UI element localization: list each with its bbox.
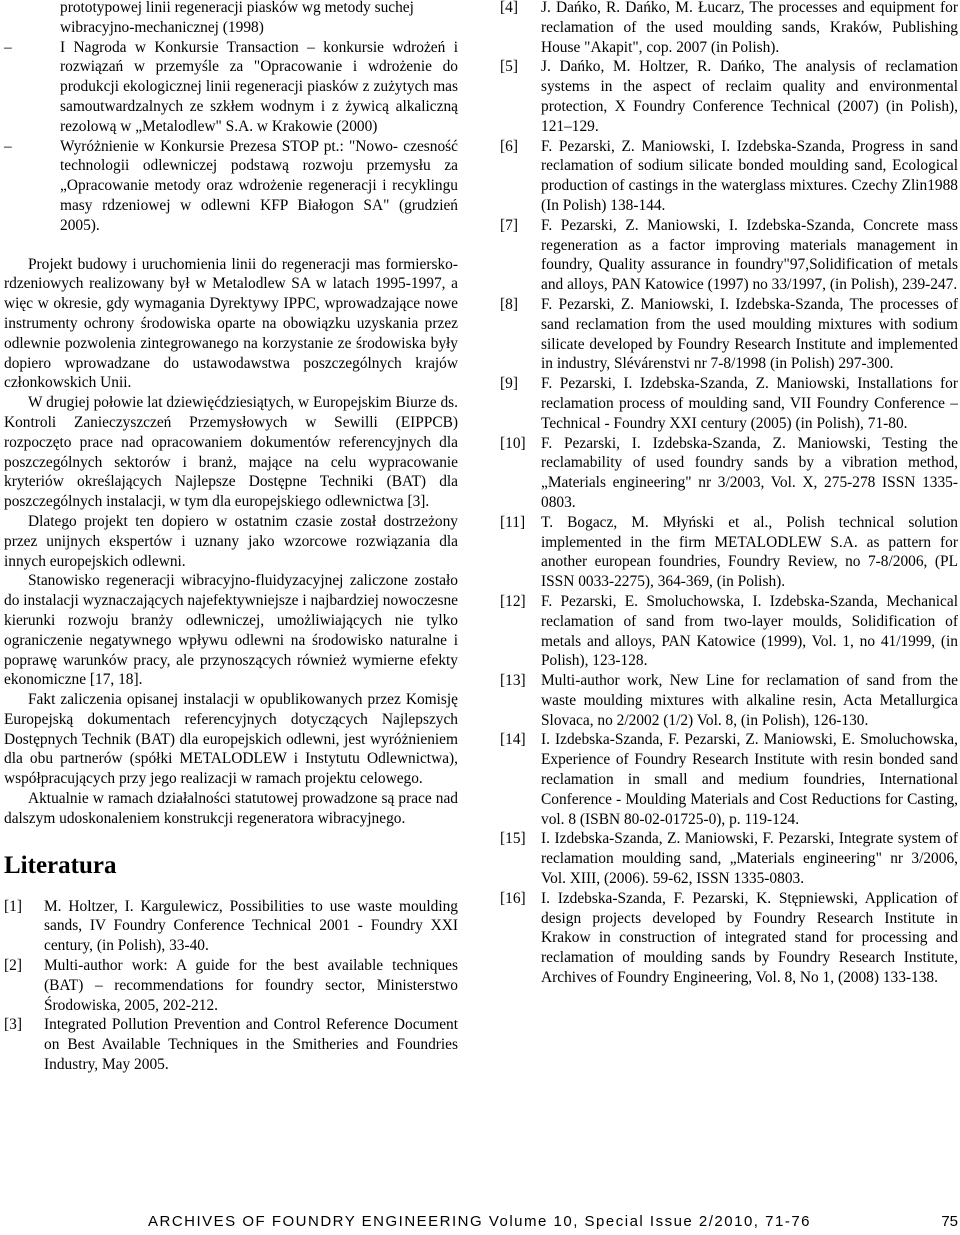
reference-item bbox=[500, 829, 958, 888]
reference-text: M. Holtzer, I. Kargulewicz, Possibilities to use waste moulding sands, IV Foundry Conference Technical 2001 - Foundry XXI century, (in Polish), 33-40. bbox=[44, 897, 458, 955]
award-item bbox=[4, 38, 458, 137]
award-item bbox=[4, 137, 458, 236]
reference-number: [11] bbox=[500, 513, 526, 531]
reference-text: Integrated Pollution Prevention and Control Reference Document on Best Available Techniques in the Smitheries and Foundries Industry, May 2005. bbox=[44, 1016, 458, 1074]
reference-text: Multi-author work, New Line for reclamation of sand from the waste moulding mixtures with alkaline resin, Acta Metallurgica Slovaca, no 2/2002 (1/2) Vol. 8, (in Polish), 126-130. bbox=[541, 672, 958, 729]
body-paragraph: Projekt budowy i uruchomienia linii do regeneracji mas formiersko-rdzeniowych realizowany był w Metalodlew SA w latach 1995-1997, a więc w okresie, gdy wymagania Dyrektywy IPPC, wprowadzające nowe instrumenty ochrony środowiska oparte na obowiązku uzyskania przez odlewnie pozwolenia zintegrowanego na korzystanie ze środowiska były dopiero wprowadzane do ustawodawstwa poszczególnych krajów członkowskich Unii. bbox=[4, 255, 458, 392]
reference-item bbox=[500, 889, 958, 988]
reference-text: F. Pezarski, I. Izdebska-Szanda, Z. Maniowski, Installations for reclamation process of moulding sand, VII Foundry Conference –Technical - Foundry XXI century (2005) (in Polish), 71-80. bbox=[541, 375, 958, 432]
reference-number: [1] bbox=[4, 897, 22, 915]
award-text: i rozwiązań w przemyśle za "Opracowanie i wdrożenie do produkcji ekologicznej linii regeneracji piasków z zużytych mas samoutwardzalnych ze szkłem wodnym i z żywicą alkaliczną rezolową w „Metalodlew" S.A. w Krakowie (2000) bbox=[60, 38, 458, 135]
page-footer bbox=[148, 1213, 960, 1230]
body-paragraph: Dlatego projekt ten dopiero w ostatnim czasie został dostrzeżony przez unijnych ekspertów i uznany jako wzorcowe rozwiązania dla innych europejskich odlewni. bbox=[4, 512, 458, 570]
reference-text: T. Bogacz, M. Młyński et al., Polish technical solution implemented in the firm METALODLEW S.A. as pattern for another european foundries, Foundry Review, no 7-8/2006, (PL ISSN 0033-2275), 364-369, (in Polish). bbox=[541, 513, 958, 591]
reference-text: I. Izdebska-Szanda, F. Pezarski, K. Stępniewski, Application of design projects developed by Foundry Research Institute in Krakow in construction of integrated stand for processing and reclamation of moulding sands by Foundry Research Institute, Archives of Foundry Engineering, Vol. 8, No 1, (2008) 133-138. bbox=[541, 889, 958, 987]
reference-text: J. Dańko, R. Dańko, M. Łucarz, The processes and equipment for reclamation of the used moulding sands, Kraków, Publishing House "Akapit", cop. 2007 (in Polish). bbox=[541, 0, 958, 56]
page-number: 75 bbox=[941, 1213, 958, 1230]
reference-number: [13] bbox=[500, 672, 526, 690]
dash-bullet: – bbox=[4, 137, 12, 155]
reference-number: [7] bbox=[500, 216, 518, 234]
award-text: czesność technologii odlewniczej podstawą rozwoju przemysłu za „Opracowanie metody oraz wdrożenie regeneracji i recyklingu masy rdzeniowej w odlewni KFP Białogon SA" (grudzień 2005). bbox=[60, 137, 458, 234]
reference-number: [14] bbox=[500, 731, 526, 749]
reference-text: F. Pezarski, I. Izdebska-Szanda, Z. Maniowski, Testing the reclamability of used foundry sands by a vibration method, „Materials engineering" nr 3/2003, Vol. X, 275-278 ISSN 1335-0803. bbox=[541, 434, 958, 511]
reference-item bbox=[500, 0, 958, 57]
reference-item bbox=[500, 374, 958, 433]
reference-text: I. Izdebska-Szanda, F. Pezarski, Z. Maniowski, E. Smoluchowska, Experience of Foundry Research Institute with resin bonded sand reclamation in small and medium foundries, International Conference - Moulding Materials and Cost Reductions for Casting, vol. 8 (ISBN 80-02-01725-0), p. 119-124. bbox=[541, 731, 958, 828]
reference-item bbox=[500, 295, 958, 374]
reference-number: [8] bbox=[500, 295, 518, 313]
reference-text: F. Pezarski, Z. Maniowski, I. Izdebska-Szanda, Concrete mass regeneration as a factor improving materials management in foundry, Quality assurance in foundry"97,Solidification of metals and alloys, PAN Katowice (1997) no 33/1997, (in Polish), 239-247. bbox=[541, 216, 958, 294]
reference-text: F. Pezarski, Z. Maniowski, I. Izdebska-Szanda, Progress in sand reclamation of sodium silicate bonded moulding sand, Ecological production of castings in the waterglass mixtures. Czechy Zlin1988 (In Polish) 138-144. bbox=[541, 137, 958, 214]
reference-item bbox=[500, 592, 958, 671]
continuation-line: prototypowej linii regeneracji piasków wg metody suchej bbox=[60, 0, 414, 16]
reference-text: F. Pezarski, Z. Maniowski, I. Izdebska-Szanda, The processes of sand reclamation from the used moulding mixtures with sodium silicate developed by Foundry Research Institute and implemented in industry, Slévárenstvi nr 7-8/1998 (in Polish) 297-300. bbox=[541, 295, 958, 373]
body-paragraph: Stanowisko regeneracji wibracyjno-fluidyzacyjnej zaliczone zostało do instalacji wyznaczających najefektywniejsze i najbardziej nowoczesne kierunki rozwoju branży odlewniczej, umożliwiających nie tylko ograniczenie negatywnego wpływu odlewni na środowisko naturalne i poprawę warunków pracy, ale przynoszących również wymierne efekty ekonomiczne [17, 18]. bbox=[4, 572, 458, 689]
reference-number: [5] bbox=[500, 58, 518, 76]
reference-item bbox=[500, 671, 958, 730]
reference-number: [16] bbox=[500, 889, 526, 907]
left-column bbox=[4, 0, 458, 1075]
body-paragraph: Aktualnie w ramach działalności statutowej prowadzone są prace nad dalszym udoskonaleniem konstrukcji regeneratora wibracyjnego. bbox=[4, 790, 458, 827]
dash-bullet: – bbox=[4, 38, 12, 56]
reference-item bbox=[500, 216, 958, 295]
reference-item bbox=[500, 137, 958, 216]
reference-number: [2] bbox=[4, 957, 22, 975]
body-paragraph: W drugiej połowie lat dziewięćdziesiątych, w Europejskim Biurze ds. Kontroli Zanieczyszczeń Przemysłowych w Sewilli (EIPPCB) rozpoczęto prace nad opracowaniem dokumentów referencyjnych dla poszczególnych sektorów i branż, mające na celu wypracowanie kryteriów określających Najlepsze Dostępne Techniki (BAT) dla poszczególnych instalacji, w tym dla europejskiego odlewnictwa [3]. bbox=[4, 394, 458, 511]
reference-number: [15] bbox=[500, 830, 526, 848]
section-heading: Literatura bbox=[4, 851, 117, 879]
award-lead: Wyróżnienie w Konkursie Prezesa STOP pt.: "Nowo- bbox=[60, 137, 399, 155]
reference-item bbox=[500, 513, 958, 592]
continuation-line: wibracyjno-mechanicznej (1998) bbox=[60, 18, 264, 36]
right-column bbox=[500, 0, 958, 988]
reference-item bbox=[4, 956, 458, 1015]
reference-text: F. Pezarski, E. Smoluchowska, I. Izdebska-Szanda, Mechanical reclamation of sand from two-layer moulds, Solidification of metals and alloys, PAN Katowice (1999), Vol. 1, no 41/1999, (in Polish), 123-128. bbox=[541, 592, 958, 670]
reference-item bbox=[500, 730, 958, 829]
reference-number: [4] bbox=[500, 0, 518, 16]
reference-number: [3] bbox=[4, 1016, 22, 1034]
body-paragraph: Fakt zaliczenia opisanej instalacji w opublikowanych przez Komisję Europejską dokumentach referencyjnych dotyczących Najlepszych Dostępnych Technik (BAT) dla europejskich odlewni, jest wyróżnieniem dla obu partnerów (spółki METALODLEW i Instytutu Odlewnictwa), współpracujących przy jego realizacji w ramach projektu celowego. bbox=[4, 691, 458, 788]
reference-item bbox=[4, 1015, 458, 1074]
reference-number: [9] bbox=[500, 375, 518, 393]
reference-number: [10] bbox=[500, 434, 526, 452]
reference-number: [12] bbox=[500, 592, 526, 610]
reference-text: J. Dańko, M. Holtzer, R. Dańko, The analysis of reclamation systems in the aspect of reclaim quality and environmental protection, X Foundry Conference Technical (2007) (in Polish), 121–129. bbox=[541, 58, 958, 135]
reference-text: I. Izdebska-Szanda, Z. Maniowski, F. Pezarski, Integrate system of reclamation moulding sand, „Materials engineering" nr 3/2006, Vol. XIII, (2006). 59-62, ISSN 1335-0803. bbox=[541, 830, 958, 888]
award-lead: I Nagroda w Konkursie Transaction – konkursie wdrożeń bbox=[60, 38, 446, 56]
reference-item bbox=[500, 57, 958, 136]
reference-item bbox=[4, 897, 458, 956]
reference-text: Multi-author work: A guide for the best available techniques (BAT) – recommendations for foundry sector, Ministerstwo Środowiska, 2005, 202-212. bbox=[44, 957, 458, 1014]
journal-citation: ARCHIVES OF FOUNDRY ENGINEERING Volume 10, Special Issue 2/2010, 71-76 bbox=[148, 1213, 812, 1230]
reference-item bbox=[500, 434, 958, 513]
reference-number: [6] bbox=[500, 137, 518, 155]
